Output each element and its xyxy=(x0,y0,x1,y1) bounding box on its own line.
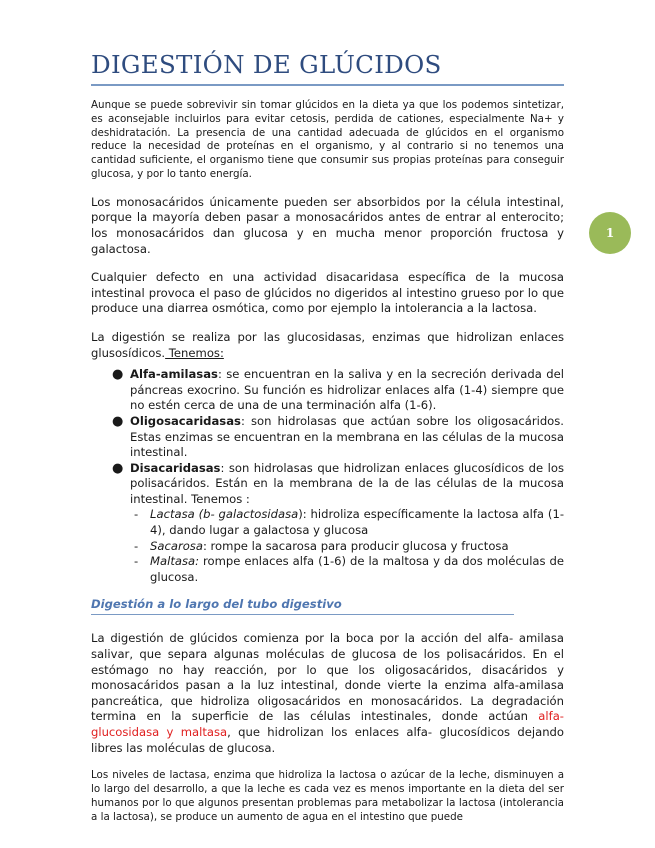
sub-list-item xyxy=(130,554,564,585)
paragraph-lactase: Los niveles de lactasa, enzima que hidroliza la lactosa o azúcar de la leche, disminuyen a lo largo del desarrollo, a que la leche es cada vez es menos importante en la dieta del ser humanos por lo que algunos presentan problemas para metabolizar la lactosa (intolerancia a la lactosa), se produce un aumento de agua en el intestino que puede xyxy=(91,769,564,823)
dash-bullet-icon: - xyxy=(134,554,139,569)
list-item-text: : se encuentran en la saliva y en la secreción derivada del páncreas exocrino. Su función es hidrolizar enlaces alfa (1-4) siempre que no estén cerca de una de una terminación alfa (1-6). xyxy=(130,367,564,413)
enzyme-list xyxy=(91,367,564,585)
list-item-term: Alfa-amilasas xyxy=(130,367,218,382)
list-item xyxy=(91,367,564,414)
sub-list-item xyxy=(130,507,564,538)
paragraph-monosaccharides: Los monosacáridos únicamente pueden ser absorbidos por la célula intestinal, porque la mayoría deben pasar a monosacáridos antes de entrar al enterocito; los monosacáridos dan glucosa y en mucha menor proporción fructosa y galactosa. xyxy=(91,194,564,256)
sub-list-item-text: ): hidroliza específicamente la lactosa alfa (1-4), dando lugar a galactosa y glucosa xyxy=(150,507,565,538)
sub-list-item-term: Sacarosa xyxy=(150,538,203,553)
list-item-text: : son hidrolasas que hidrolizan enlaces glucosídicos de los polisacáridos. Están en la membrana de la de las células de la mucosa intestinal. Tenemos : xyxy=(130,460,564,506)
tenemos-label: Tenemos: xyxy=(165,345,224,360)
sub-list-item-term: Lactasa (b- galactosidasa xyxy=(150,507,299,522)
list-item xyxy=(91,414,564,461)
page-number-badge: 1 xyxy=(589,212,631,254)
section-heading: Digestión a lo largo del tubo digestivo xyxy=(91,597,342,612)
highlighted-enzymes: alfa-glucosidasa y maltasa xyxy=(91,709,564,739)
list-item-term: Disacaridasas xyxy=(130,460,221,475)
digestive-tract-text: La digestión de glúcidos comienza por la boca por la acción del alfa- amilasa salivar, que separa algunas moléculas de glucosa de los polisacáridos. En el estómago no hay reacción, por lo que los oligosacáridos, disacáridos y monosacáridos pasan a la luz intestinal, donde vierte la enzima alfa-amilasa pancreática, que hidroliza oligosacáridos en monosacáridos. La degradación termina en la superficie de las células intestinales, donde actúan xyxy=(91,631,564,724)
list-item-term: Oligosacaridasas xyxy=(130,413,241,428)
disaccharidase-sublist xyxy=(130,507,564,585)
sub-list-item-text: : rompe la sacarosa para producir glucosa y fructosa xyxy=(202,538,509,553)
sub-list-item-term: Maltasa: xyxy=(150,554,200,569)
paragraph-digestive-tract xyxy=(91,631,564,756)
dash-bullet-icon: - xyxy=(134,507,139,522)
sub-list-item xyxy=(130,539,564,555)
page-title: DIGESTIÓN DE GLÚCIDOS xyxy=(91,50,442,79)
list-item xyxy=(91,461,564,586)
paragraph-defects: Cualquier defecto en una actividad disacaridasa específica de la mucosa intestinal provoca el paso de glúcidos no digeridos al intestino grueso por lo que produce una diarrea osmótica, como por ejemplo la intolerancia a la lactosa. xyxy=(91,270,564,316)
paragraph-intro: Aunque se puede sobrevivir sin tomar glúcidos en la dieta ya que los podemos sintetizar, es aconsejable incluirlos para evitar cetosis, perdida de cationes, especialmente Na+ y deshidratación. La presencia de una cantidad adecuada de glúcidos en el organismo reduce la necesidad de proteínas en el organismo, y al contrario si no tenemos una cantidad suficiente, el organismo tiene que consumir sus propias proteínas para conseguir glucosa, y por lo tanto energía. xyxy=(91,99,564,180)
list-item-text: : son hidrolasas que actúan sobre los oligosacáridos. Estas enzimas se encuentran en la membrana en las células de la mucosa intestinal. xyxy=(130,413,564,460)
title-underline xyxy=(91,84,564,86)
bullet-icon: ● xyxy=(112,367,124,383)
sub-list-item-text: rompe enlaces alfa (1-6) de la maltosa y da dos moléculas de glucosa. xyxy=(150,554,564,584)
section-heading-underline xyxy=(91,614,514,615)
paragraph-glucosidases xyxy=(91,330,564,361)
glucosidases-text: La digestión se realiza por las glucosidasas, enzimas que hidrolizan enlaces glusosídicos. xyxy=(91,329,564,360)
digestive-tract-text-end: , que hidrolizan los enlaces alfa- glucosídicos dejando libres las moléculas de glucosa. xyxy=(91,725,564,755)
bullet-icon: ● xyxy=(112,413,124,429)
bullet-icon: ● xyxy=(112,460,124,476)
document-body xyxy=(91,99,564,824)
dash-bullet-icon: - xyxy=(134,538,139,553)
